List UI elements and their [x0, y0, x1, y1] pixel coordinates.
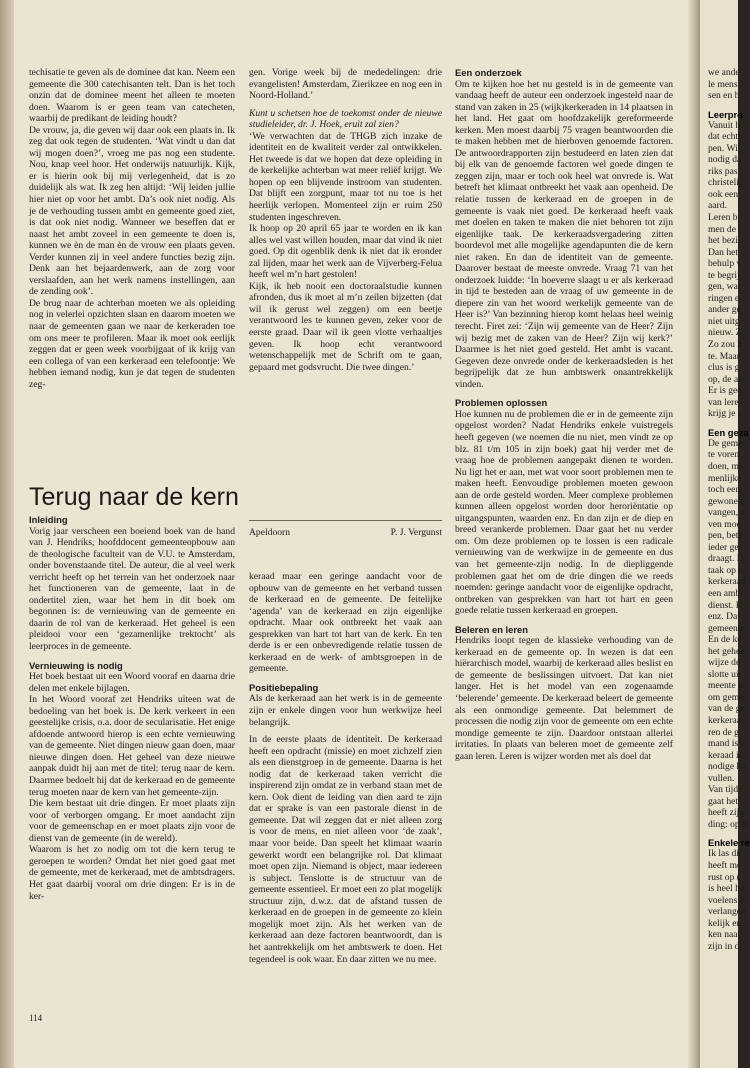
facing-page-heading: Een geza: [708, 426, 749, 438]
facing-page-line: le mens: [708, 78, 738, 90]
facing-page-line: zijn in d: [708, 940, 740, 952]
facing-page-line: kelijk en: [708, 917, 742, 929]
facing-page-line: mand is c: [708, 738, 745, 750]
article1-column-2: [249, 67, 442, 514]
facing-page-line: aard.: [708, 200, 727, 212]
facing-page-line: te. Maar: [708, 350, 740, 362]
paragraph: Hoe kunnen nu de problemen die er in de gemeente zijn opgelost worden? Nadat Hendriks enkele vuistregels heeft gegeven (we noemen die nu niet, men vindt ze op blz. 81 t/m 105 in zijn boek) gaat hij verder met de vraag hoe de problemen aangepakt dienen te worden. Nu ligt het er aan, met wat voor soort problemen men te maken heeft. Eenvoudige problemen moeten gewoon aan de orde gesteld worden. Meer complexe problemen kunnen alleen opgelost worden door heroriëntatie op uitgangspunten, waarden enz. En dan zijn er de diep en breed verankerde problemen. Daar gaat het nu verder om. Om deze problemen op te lossen is een radicale vernieuwing van de werkwijze in de gemeente en dus van het gemeente-zijn nodig. In de diepliggende problemen gaat het om de drie dingen die we reeds noemden: geringe aandacht voor de eigenlijke opdracht, ontbreken van gesprekken van hart tot hart en geen goede relatie tussen kerkeraad en groepen.: [455, 408, 673, 617]
facing-page-line: vangen, e: [708, 507, 745, 519]
facing-page-fragment: [700, 0, 750, 1068]
facing-page-line: verlangen: [708, 906, 746, 918]
facing-page-line: ven moe: [708, 518, 741, 530]
facing-page-line: het bezi: [708, 235, 739, 247]
paragraph: In het Woord vooraf zet Hendriks uiteen wat de bedoeling van het boek is. De kerk verkeert in een geestelijke crisis, o.a. door de secularisatie. Het enige afdoende antwoord hierop is een echte vernieuwing van de gemeente. Niet dingen nieuw gaan doen, maar nieuwe dingen doen. Het geheel van deze nieuwe aanpak duidt hij aan met de titel: terug naar de kern. Daarmee bedoelt hij dat de kerkeraad en de gemeente terug moeten naar de kern van het gemeente-zijn.: [29, 694, 235, 798]
paragraph: Kijk, ik heb nooit een doctoraalstudie kunnen afronden, dus ik moet al m’n zeilen bijzetten (dat wil ik gerust wel zeggen) om een beetje verantwoord les te kunnen geven, zeker voor de eerste graad. Daar wil ik geen vlotte verhaaltjes geven. Ik hoop echt verantwoord wetenschappelijk met de Schrift om te gaan, gepaard met godsvrucht. Die twee dingen.’: [249, 280, 442, 373]
signature-author: P. J. Vergunst: [390, 527, 442, 538]
section-heading: Een onderzoek: [455, 67, 522, 78]
facing-page-heading: Enkele re: [708, 837, 750, 849]
facing-page-line: wijze de: [708, 657, 741, 669]
facing-page-line: ren de g: [708, 726, 739, 738]
paragraph: gen. Vorige week bij de mededelingen: drie evangelisten! Amsterdam, Zierikzee en nog een in Noord-Holland.’: [249, 67, 442, 102]
facing-page-line: ken naar: [708, 929, 741, 941]
facing-page-line: gemeente: [708, 622, 745, 634]
facing-page-line: nodig da: [708, 154, 742, 166]
paragraph: De brug naar de achterban moeten we als opleiding nog in velerlei opzichten slaan en daarom moeten we naar de gemeenten gaan we naar de kerkeraden toe om ons meer te profileren. Maar ik moet ook eerlijk zeggen dat er geen week voorbijgaat of ik krijg van een collega of van een kerkeraad een telefoontje: We hebben iemand nodig, kun je dat tegen de studenten zeg-: [29, 297, 235, 390]
facing-page-line: ieder ger: [708, 541, 742, 553]
article2-column-1: [29, 514, 235, 1004]
facing-page-heading: Leerpro: [708, 108, 743, 120]
facing-page-line: Vanuit h: [708, 119, 741, 131]
section-heading: Inleiding: [29, 514, 68, 525]
facing-page-line: meente h: [708, 680, 743, 692]
facing-page-line: Dan het: [708, 246, 739, 258]
facing-page-line: draagt. D: [708, 553, 744, 565]
facing-page-line: dat echte: [708, 131, 743, 143]
facing-page-line: heeft zijn: [708, 807, 744, 819]
facing-page-line: op, de ar: [708, 373, 742, 385]
facing-page-line: gen, war: [708, 281, 742, 293]
paragraph: Het boek bestaat uit een Woord vooraf en daarna drie delen met enkele bijlagen.: [29, 671, 235, 694]
facing-page-line: nodige ha: [708, 761, 746, 773]
article-title: Terug naar de kern: [29, 483, 239, 511]
facing-page-line: Er is gee: [708, 385, 742, 397]
article2-column-2: [249, 571, 442, 1005]
facing-page-line: ander ge: [708, 304, 741, 316]
facing-page-line: ringen e: [708, 292, 740, 304]
facing-page-line: Ik las dit: [708, 848, 742, 860]
facing-page-line: keraad is: [708, 749, 743, 761]
facing-page-line: slotte uit: [708, 668, 742, 680]
facing-page-line: niet uitg: [708, 315, 740, 327]
facing-page-line: rust op (: [708, 871, 740, 883]
facing-page-line: van de ge: [708, 703, 745, 715]
facing-page-line: om geme: [708, 691, 744, 703]
facing-page-line: Van tijd: [708, 784, 739, 796]
facing-page-line: sen en h: [708, 90, 740, 102]
facing-page-line: ding: op h: [708, 818, 747, 830]
paragraph: Vorig jaar verscheen een boeiend boek van de hand van J. Hendriks, hoofddocent gemeenteopbouw aan de theologische faculteit van de V.U. te Amsterdam, onder bovenstaande titel. De auteur, die al veel werk verricht heeft op het terrein van het onderzoek naar het functioneren van de gemeente, laat in de ondertitel zien, waar het hem in dit boek om begonnen is: de vernieuwing van de gemeente en daarin de rol van de kerkeraad. Het geheel is een pleidooi voor een ‘gezamenlijke trektocht’ als leerproces in de gemeente.: [29, 525, 235, 653]
section-heading: Problemen oplossen: [455, 397, 548, 409]
paragraph: keraad maar een geringe aandacht voor de opbouw van de gemeente en het verband tussen de kerkeraad en de gemeente. De feitelijke ‘agenda’ van de kerkeraad en zijn eigenlijke opdracht. Maar ook ontbreekt het vaak aan gesprekken van hart tot hart van de kerk. En ten derde is er een onbevredigende relatie tussen de kerkeraad en de werk- of ambtsgroepen in de gemeente.: [249, 571, 442, 675]
facing-page-line: En de ke: [708, 634, 742, 646]
facing-page-line: nieuw. Z: [708, 327, 742, 339]
signature-city: Apeldoorn: [249, 527, 291, 538]
article2-column-3: [455, 67, 673, 1005]
section-heading: Positiebepaling: [249, 681, 319, 693]
facing-page-line: taak op e: [708, 564, 743, 576]
facing-page-line: kerkeraac: [708, 714, 746, 726]
facing-page-line: gewone g: [708, 495, 746, 507]
paragraph: Die kern bestaat uit drie dingen. Er moet plaats zijn voor of verborgen omgang. Er moet aandacht zijn voor de gemeenschap en er moet plaats zijn voor de dienst van de gemeente (in de wereld).: [29, 798, 235, 844]
facing-page-line: gaat het: [708, 795, 739, 807]
facing-page-line: Zo zou h: [708, 339, 743, 351]
facing-page-line: doen, ma: [708, 460, 744, 472]
facing-page-text: [708, 67, 750, 952]
paragraph: Om te kijken hoe het nu gesteld is in de gemeente van vandaag heeft de auteur een onderzoek ingesteld naar de stand van zaken in 25 (wijk)kerkeraden in 14 plaatsen in het land. Het gaat om hoofdzakelijk gereformeerde kerken. Men moest daarbij 75 vragen beantwoorden die te maken hebben met de hierboven genoemde factoren. De antwoordrapporten zijn bestudeerd en laten zien dat bij elk van de genoemde factoren wel goede dingen te zeggen zijn, maar er toch ook heel wat onvrede is. Wat betreft het klimaat ontbreekt het vaak aan openheid. De relatie tussen de kerkeraad en de groepen in de gemeente is vaak niet goed. De kerkeraad heeft vaak met doelen en taken te maken die niet behoren tot zijn eigenlijke taak. De kerkeraadsvergadering zitten boordevol met alle mogelijke agendapunten die de kern niet raken. En dan de identiteit van de gemeente. Daarover bestaat de meeste onvrede. Vraag 71 van het onderzoek luidde: ‘In hoeverre slaagt u er als kerkeraad in tijd te besteden aan de vraag of uw gemeente in de diepere zin van het woord werkelijk gemeente van de Heer is?’ Van bezinning hierop komt helaas heel weinig terecht. Firet zei: ‘Zijn wij gemeente van de Heer? Zijn wij bezig met de zaken van de Heer? Zijn wij kerk?’ Daarmee is het niet goed gesteld. Het ambt is vacant. Gegeven deze onvrede onder de kerkeraadsleden is het begrijpelijk dat ze hun ambtswerk onaantrekkelijk vinden.: [455, 78, 673, 390]
paragraph: In de eerste plaats de identiteit. De kerkeraad heeft een opdracht (missie) en moet zichzelf zien als een dienstgroep in de gemeente. Daarna is het nodig dat de kerkeraad taken verricht die inspirerend zijn omdat ze in verband staan met de kern. Ook dient de leiding van dien aard te zijn dat er sprake is van een pastorale dienst in de gemeente. Dat wil zeggen dat er niet alleen zorg is voor de mens, en niet alleen voor ‘de zaak’, maar voor beide. Dan speelt het klimaat waarin gewerkt wordt een belangrijke rol. Dat klimaat moet open zijn. Niemand is object, maar iedereen is subject. Tenslotte is de structuur van de gemeente essentieel. Er moet een zo plat mogelijk structuur zijn, d.w.z. dat de afstand tussen de kerkeraad en de groepen in de gemeente zo klein mogelijk moet zijn. Als het werken van de kerkeraad aan deze factoren beantwoordt, dan is het aantrekkelijk om het ambtswerk te doen. Het tegendeel is ook waar. En daar zitten we nu mee.: [249, 734, 442, 965]
facing-page-line: kerkeraad: [708, 576, 746, 588]
facing-page-line: enz. Dat: [708, 611, 740, 623]
facing-page-line: een ambt: [708, 587, 743, 599]
section-heading: Vernieuwing is nodig: [29, 659, 123, 671]
page-number: 114: [29, 1013, 43, 1023]
facing-page-line: pen. Wil: [708, 142, 741, 154]
facing-page-line: te begrij: [708, 269, 740, 281]
paragraph: techisatie te geven als de dominee dat kan. Neem een gemeente die 300 catechisanten telt. Dan is het toch onzin dat de dominee meent het alleen te moeten doen. Waarom is er geen team van catecheten, waarbij de predikant de leiding houdt?: [29, 67, 235, 125]
facing-page-line: toch een: [708, 484, 741, 496]
paragraph: Waarom is het zo nodig om tot die kern terug te geroepen te worden? Omdat het niet goed gaat met de gemeente, met de kerkeraad, met de ambtsdragers. Het gaat daarbij vooral om drie dingen: Er is in de ker-: [29, 844, 235, 902]
facing-page-line: is heel ho: [708, 883, 745, 895]
facing-page-line: men de: [708, 223, 736, 235]
paragraph: ‘We verwachten dat de THGB zich inzake de identiteit en de kwaliteit verder zal ontwikkelen. Het tweede is dat we hopen dat deze opleiding in de kerkelijke achterban wat meer reliëf krijgt. We hopen op een blijvende instroom van studenten. Dat blijft een zorgpunt, maar tot nu toe is het heerlijk verlopen. Momenteel zijn er ruim 250 studenten ingeschreven.: [249, 130, 442, 223]
facing-page-line: pen, bete: [708, 530, 743, 542]
paragraph: Als de kerkeraad aan het werk is in de gemeente zijn er enkele dingen voor hun werkwijze heel belangrijk.: [249, 693, 442, 728]
binding-edge: [0, 0, 14, 1068]
facing-page-line: het gehee: [708, 645, 745, 657]
facing-page-line: heeft me: [708, 860, 742, 871]
interview-question: Kunt u schetsen hoe de toekomst onder de nieuwe studieleider, dr. J. Hoek, eruit zal zien?: [249, 107, 442, 131]
facing-page-line: we ande: [708, 67, 740, 78]
facing-page-line: menlijke: [708, 472, 742, 484]
facing-page-line: vullen.: [708, 772, 735, 784]
facing-page-line: christelij: [708, 177, 742, 189]
section-heading: Beleren en leren: [455, 623, 528, 635]
paragraph: Ik hoop op 20 april 65 jaar te worden en ik kan alles wel vast willen houden, maar dat vind ik niet goed. Op dit ogenblik denk ik niet dat ik eronder zal lijden, maar het werk aan de Vijverberg-Felua heeft wel m’n hart gestolen!: [249, 223, 442, 281]
facing-page-line: behulp v: [708, 258, 742, 270]
facing-page-line: krijg je e: [708, 408, 743, 420]
signature-rule: [249, 520, 442, 521]
facing-page-line: Leren b: [708, 212, 738, 224]
facing-page-line: dienst. H: [708, 599, 743, 611]
facing-page-line: ook een: [708, 188, 739, 200]
paragraph: Hendriks loopt tegen de klassieke verhouding van de kerkeraad en de gemeente op. In wezen is dat een hiërarchisch model, waarbij de kerkeraad alles beslist en de gemeente de beslissingen uitvoert. Dat kan niet langer. Het is het model van een zogenaamde ‘belerende’ gemeente. De kerkeraad beleert de gemeente als een onmondige gemeente. Dat belemmert de processen die nodig zijn voor de gemeente om een echte mondige gemeente te zijn. Daardoor ontstaan allerlei irritaties. In plaats van beleren moet de gemeente zelf gaan leren. Leren is wijzer worden met als doel dat: [455, 635, 673, 762]
facing-page-line: clus is g: [708, 362, 740, 374]
facing-page-line: voelens v: [708, 894, 745, 906]
paragraph: De vrouw, ja, die geven wij daar ook een plaats in. Ik zeg dat ook tegen de studenten. ‘Wat vindt u dan dat wij mogen doen?’, vroeg me pas nog een studente. Nou, knap veel hoor. Het onderwijs natuurlijk. Kijk, er is hierin ook bij mij verlegenheid, dat is zo duidelijk als wat. Ik zeg hen altijd: ‘Wij leiden jullie hier niet op voor het ambt. Da’s ook niet nodig. Als je de verhouding tussen ambt en gemeente goed ziet, is dat ook niet nodig. Wanneer we beseffen dat er naast het ambt zoveel in een gemeente te doen is, kunnen we èn de man èn de vrouw een plaats geven. Verder kunnen zij in veel andere functies bezig zijn. Denk aan het bejaardenwerk, aan de zorg voor verslaafden, aan het werk namens instellingen, aan de zending ook’.: [29, 124, 235, 298]
article1-column-1: [29, 67, 235, 459]
facing-page-line: riks pas: [708, 165, 738, 177]
facing-page-line: De geme: [708, 437, 743, 449]
facing-page-line: te voren: [708, 449, 740, 461]
facing-page-line: van lere: [708, 396, 739, 408]
